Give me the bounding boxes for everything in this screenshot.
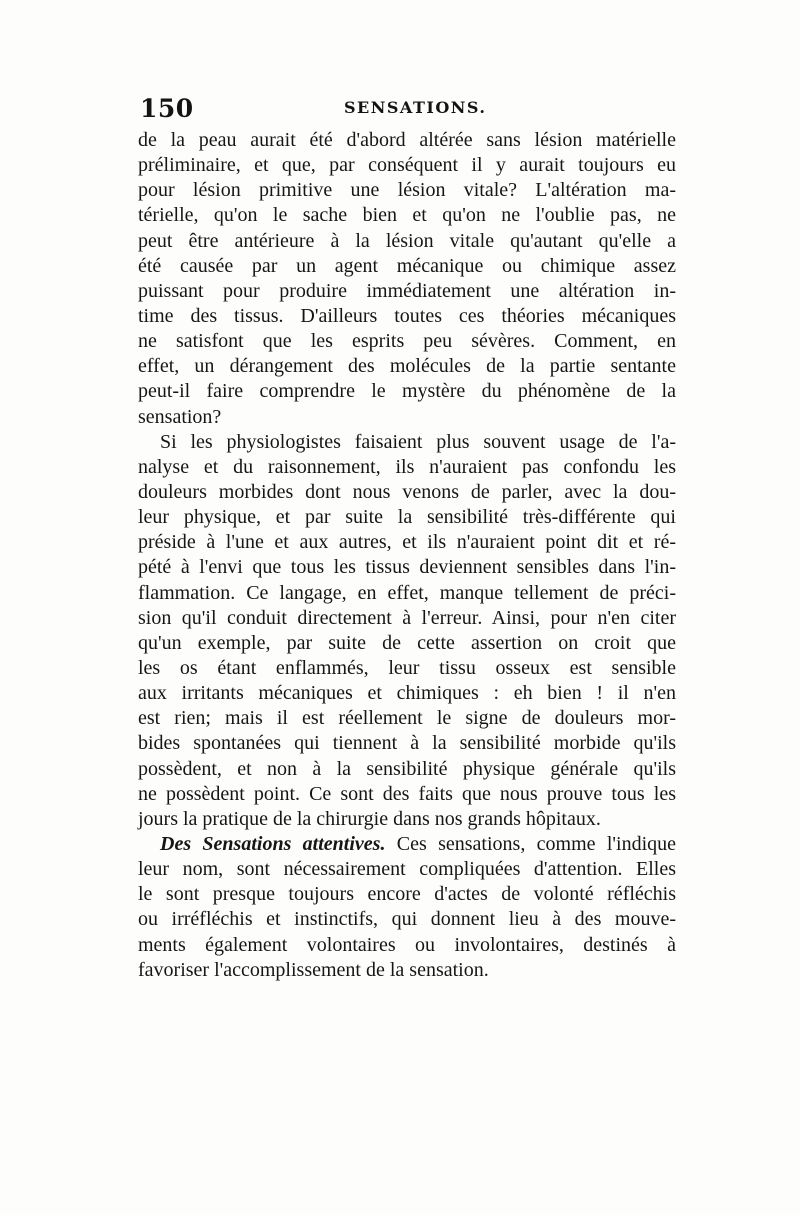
page-number: 150 [140,94,194,123]
text-line: favoriser l'accomplissement de la sensation. [138,958,489,981]
text-line: nalyse et du raisonnement, ils n'auraient pas confondu les [138,455,676,478]
text-line: pour lésion primitive une lésion vitale? L'altération ma- [138,179,676,202]
text-line: leur physique, et par suite la sensibilité très-différente qui [138,506,676,529]
text-line: bides spontanées qui tiennent à la sensibilité morbide qu'ils [138,732,676,755]
text-line [138,832,676,857]
text-line: pété à l'envi que tous les tissus deviennent sensibles dans l'in- [138,556,676,579]
text-line: de la peau aurait été d'abord altérée sans lésion matérielle [138,129,676,151]
lead-in-rest: Ces sensations, comme l'indique [385,832,676,855]
text-line: préside à l'une et aux autres, et ils n'auraient point dit et ré- [138,531,676,554]
text-line: ments également volontaires ou involontaires, destinés à [138,933,676,956]
text-line: peut être antérieure à la lésion vitale qu'autant qu'elle a [138,229,676,252]
text-line: préliminaire, et que, par conséquent il y aurait toujours eu [138,154,676,177]
page-header [140,94,675,124]
text-line: jours la pratique de la chirurgie dans nos grands hôpitaux. [138,807,601,830]
text-line: effet, un dérangement des molécules de la partie sentante [138,355,676,378]
text-line: le sont presque toujours encore d'actes de volonté réfléchis [138,883,676,906]
text-line: puissant pour produire immédiatement une altération in- [138,279,676,302]
paragraph-2 [138,430,676,832]
text-line: sion qu'il conduit directement à l'erreur. Ainsi, pour n'en citer [138,606,676,629]
text-line: douleurs morbides dont nous venons de parler, avec la dou- [138,480,676,503]
text-line: possèdent, et non à la sensibilité physique générale qu'ils [138,757,676,780]
paragraph-3 [138,832,676,983]
text-line: Si les physiologistes faisaient plus souvent usage de l'a- [160,430,676,453]
text-line: time des tissus. D'ailleurs toutes ces théories mécaniques [138,304,676,327]
text-line: les os étant enflammés, leur tissu osseux est sensible [138,656,676,679]
body-text [138,128,676,983]
text-line: ne satisfont que les esprits peu sévères. Comment, en [138,330,676,353]
text-line: qu'un exemple, par suite de cette assertion on croit que [138,631,676,654]
text-line: leur nom, sont nécessairement compliquées d'attention. Elles [138,858,676,881]
text-line: ne possèdent point. Ce sont des faits que nous prouve tous les [138,782,676,805]
text-line: été causée par un agent mécanique ou chimique assez [138,254,676,277]
text-line: ou irréfléchis et instinctifs, qui donnent lieu à des mouve- [138,908,676,931]
text-line: flammation. Ce langage, en effet, manque tellement de préci- [138,581,676,604]
text-line: est rien; mais il est réellement le signe de douleurs mor- [138,707,676,730]
section-lead-in: Des Sensations attentives. [160,832,386,855]
paragraph-1 [138,128,676,430]
text-line: aux irritants mécaniques et chimiques : eh bien ! il n'en [138,682,676,705]
running-head: SENSATIONS. [344,98,487,117]
text-line: sensation? [138,405,222,428]
text-line: peut-il faire comprendre le mystère du phénomène de la [138,380,676,403]
text-line: térielle, qu'on le sache bien et qu'on ne l'oublie pas, ne [138,204,676,227]
